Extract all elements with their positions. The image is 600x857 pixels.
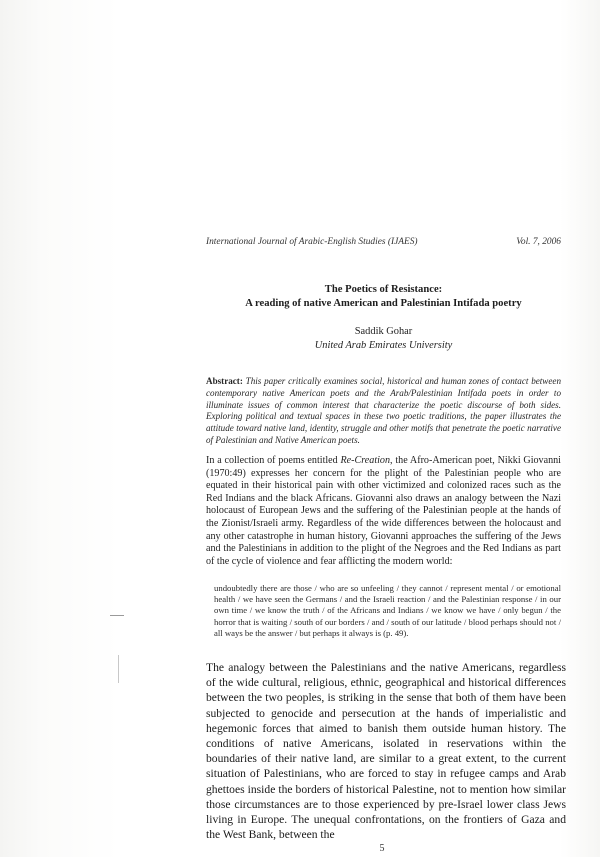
abstract-text: This paper critically examines social, historical and human zones of contact between contemporary native American poets and the Arab/Palestinian Intifada poets in order to illuminate issues of common interest that characterize the poetic discourse of both sides. Exploring political and textual spaces in these two poetic traditions, the paper illustrates the attitude toward native land, identity, struggle and other motifs that penetrate the poetic narrative of Palestinian and Native American poets. [206,376,561,445]
page-number: 5 [379,843,385,854]
title-line-2: A reading of native American and Palestinian Intifada poetry [245,298,522,309]
journal-name: International Journal of Arabic-English Studies (IJAES) [206,237,418,247]
author-block [206,325,561,353]
article-title [206,283,561,311]
margin-mark [110,615,124,616]
author-affiliation: United Arab Emirates University [314,340,453,351]
abstract-label: Abstract: [206,376,243,386]
work-title: Re-Creation [340,455,391,466]
poem-quotation: undoubtedly there are those / who are so unfeeling / they cannot / represent mental / or emotional health / we have seen the Germans / and the Israeli reaction / and the Palestinian response / in our own time / we know the truth / of the Africans and Indians / we know we have / only begun / the horror that is waiting / south of our borders / and / south of our latitude / blood perhaps should not / all ways be the answer / but perhaps it always is (p. 49). [214,583,561,638]
abstract [206,376,561,447]
para1-start: In a collection of poems entitled [206,455,341,466]
para1-rest: , the Afro-American poet, Nikki Giovanni (1970:49) expresses her concern for the plight of the Palestinian people who are equated in their historical pain with other victimized and colonized races such as the Red Indians and the black Africans. Giovanni also draws an analogy between the Nazi holocaust of European Jews and the suffering of the Palestinian people at the hands of the Zionist/Israeli army. Regardless of the wide differences between the holocaust and any other catastrophe in human history, Giovanni approaches the suffering of the Jews and the Palestinians in addition to the plight of the Negroes and the Red Indians as part of the cycle of violence and fear afflicting the modern world: [206,455,561,567]
margin-mark [118,655,119,683]
running-head [206,237,561,251]
volume-info: Vol. 7, 2006 [516,237,561,247]
title-line-1: The Poetics of Resistance: [324,284,443,295]
body-paragraph-2: The analogy between the Palestinians and the native Americans, regardless of the wide cultural, religious, ethnic, geographical and historical differences between the two peoples, is striking in the sense that both of them have been subjected to genocide and persecution at the hands of imperialistic and hegemonic forces that aimed to banish them outside human history. The conditions of native Americans, isolated in reservations within the boundaries of their native land, are similar to a great extent, to the current situation of Palestinians, who are forced to stay in refugee camps and Arab ghettoes inside the borders of historical Palestine, not to mention how similar those circumstances are to those experienced by pre-Israel lower class Jews living in Europe. The unequal confrontations, on the frontiers of Gaza and the West Bank, between the [206,661,566,842]
body-paragraph-1 [206,455,561,568]
author-name: Saddik Gohar [354,326,413,337]
